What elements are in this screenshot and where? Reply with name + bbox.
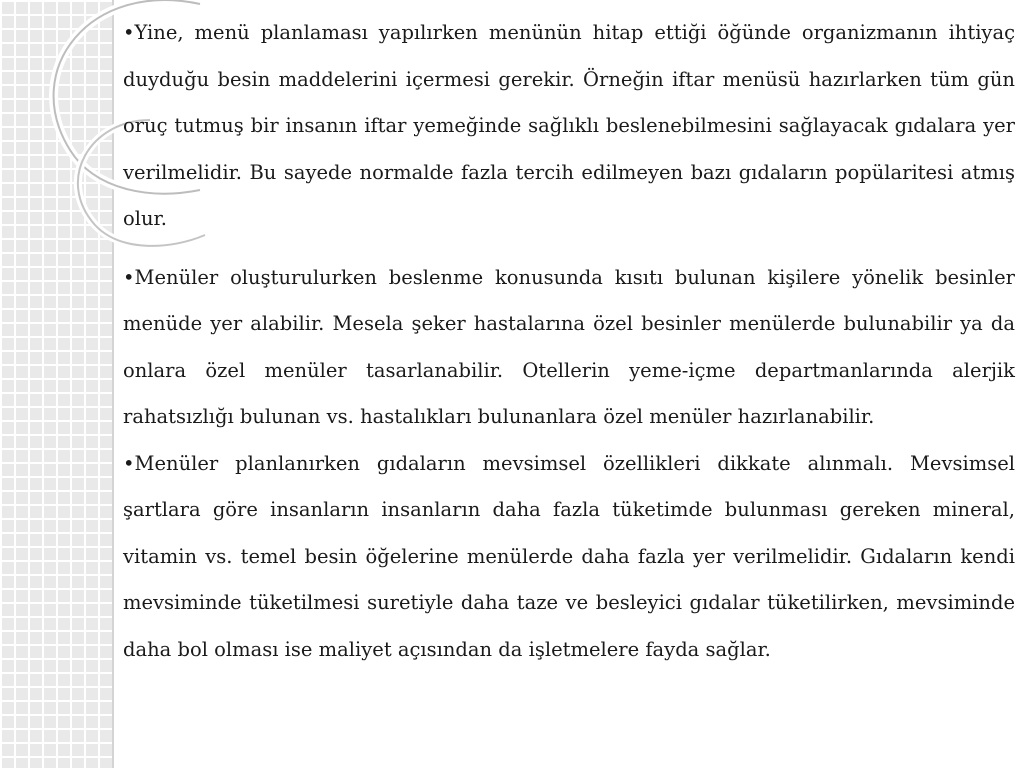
bullet-paragraph	[123, 255, 1015, 441]
paragraph-text: Menüler oluşturulurken beslenme konusunda kısıtı bulunan kişilere yönelik besinler menüde yer alabilir. Mesela şeker hastalarına özel besinler menülerde bulunabilir ya da onlara özel menüler tasarlanabilir. Otellerin yeme-içme departmanlarında alerjik rahatsızlığı bulunan vs. hastalıkları bulunanlara özel menüler hazırlanabilir.	[123, 265, 1015, 428]
paragraph-text: Yine, menü planlaması yapılırken menünün hitap ettiği öğünde organizmanın ihtiyaç duyduğu besin maddelerini içermesi gerekir. Örneğin iftar menüsü hazırlarken tüm gün oruç tutmuş bir insanın iftar yemeğinde sağlıklı beslenebilmesini sağlayacak gıdalara yer verilmelidir. Bu sayede normalde fazla tercih edilmeyen bazı gıdaların popülaritesi atmış olur.	[123, 21, 1015, 230]
bullet-paragraph	[123, 441, 1015, 674]
text-content	[123, 10, 1015, 673]
bullet-marker: •	[123, 21, 135, 44]
paragraph-text: Menüler planlanırken gıdaların mevsimsel özellikleri dikkate alınmalı. Mevsimsel şartlara göre insanların insanların daha fazla tüketimde bulunması gereken mineral, vitamin vs. temel besin öğelerine menülerde daha fazla yer verilmelidir. Gıdaların kendi mevsiminde tüketilmesi suretiyle daha taze ve besleyici gıdalar tüketilirken, mevsiminde daha bol olması ise maliyet açısından da işletmelere fayda sağlar.	[123, 451, 1015, 661]
bullet-paragraph	[123, 10, 1015, 243]
bullet-marker: •	[123, 265, 135, 289]
bullet-marker: •	[123, 451, 135, 475]
